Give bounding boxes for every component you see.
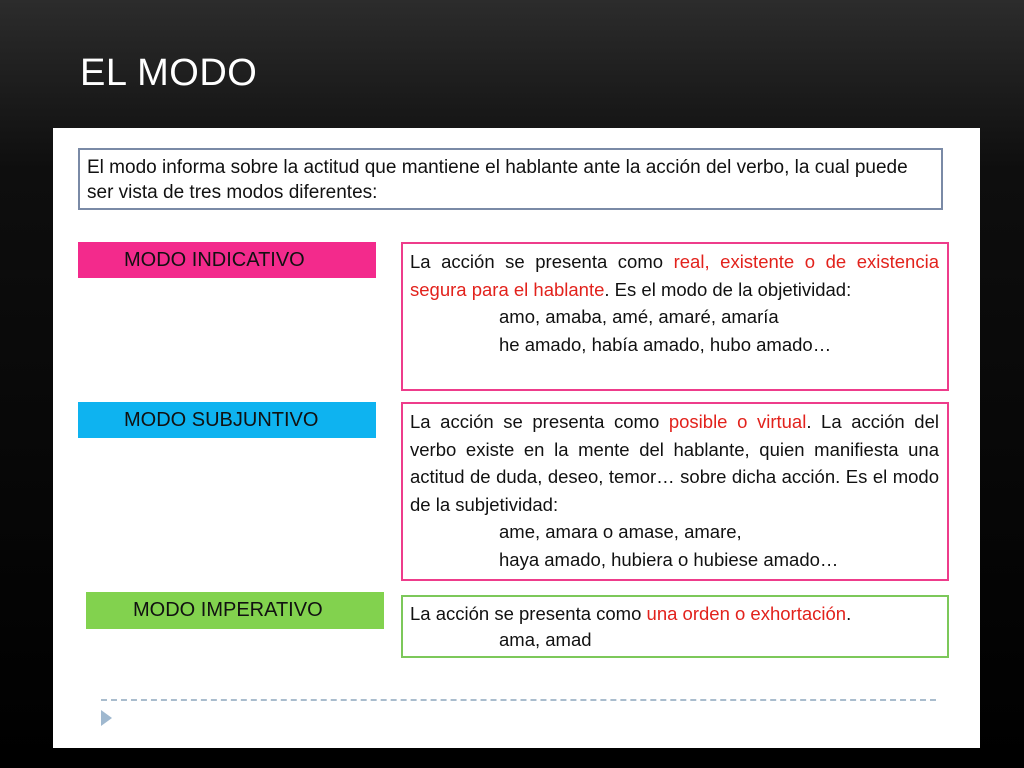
subjuntivo-example-1: ame, amara o amase, amare, xyxy=(499,521,742,542)
indicativo-desc-highlight: real, existente o de existencia segura para el hablante xyxy=(410,251,939,300)
intro-box xyxy=(78,148,943,210)
modo-indicativo-label: MODO INDICATIVO xyxy=(78,242,376,278)
indicativo-example-2: he amado, había amado, hubo amado… xyxy=(499,333,832,355)
modo-indicativo-description xyxy=(401,242,949,391)
imperativo-desc-post: . xyxy=(846,603,852,624)
imperativo-desc-highlight: una orden o exhortación xyxy=(646,603,847,624)
indicativo-desc-pre: La acción se presenta como xyxy=(410,251,674,272)
modo-imperativo-label: MODO IMPERATIVO xyxy=(86,592,384,629)
modo-subjuntivo-description xyxy=(401,402,949,581)
modo-imperativo-description xyxy=(401,595,949,658)
modo-subjuntivo-label: MODO SUBJUNTIVO xyxy=(78,402,376,438)
intro-text: El modo informa sobre la actitud que mantiene el hablante ante la acción del verbo, la cual puede ser vista de tres modos diferentes: xyxy=(87,157,908,203)
content-panel xyxy=(53,128,980,748)
subjuntivo-example-2: haya amado, hubiera o hubiese amado… xyxy=(499,548,839,570)
dashed-divider xyxy=(101,699,936,701)
play-arrow-icon xyxy=(101,710,112,726)
subjuntivo-desc-pre: La acción se presenta como xyxy=(410,411,669,432)
indicativo-example-1: amo, amaba, amé, amaré, amaría xyxy=(499,306,779,327)
indicativo-desc-post: . Es el modo de la objetividad: xyxy=(604,278,852,300)
subjuntivo-desc-post: . La acción del verbo existe en la mente del hablante, quien manifiesta una actitud de duda, deseo, temor… sobre dicha acción. Es el modo de la subjetividad: xyxy=(410,411,939,515)
imperativo-desc-pre: La acción se presenta como xyxy=(410,603,647,624)
slide-title: EL MODO xyxy=(80,52,258,94)
subjuntivo-desc-highlight: posible o virtual xyxy=(668,411,807,432)
imperativo-example-1: ama, amad xyxy=(499,629,592,650)
